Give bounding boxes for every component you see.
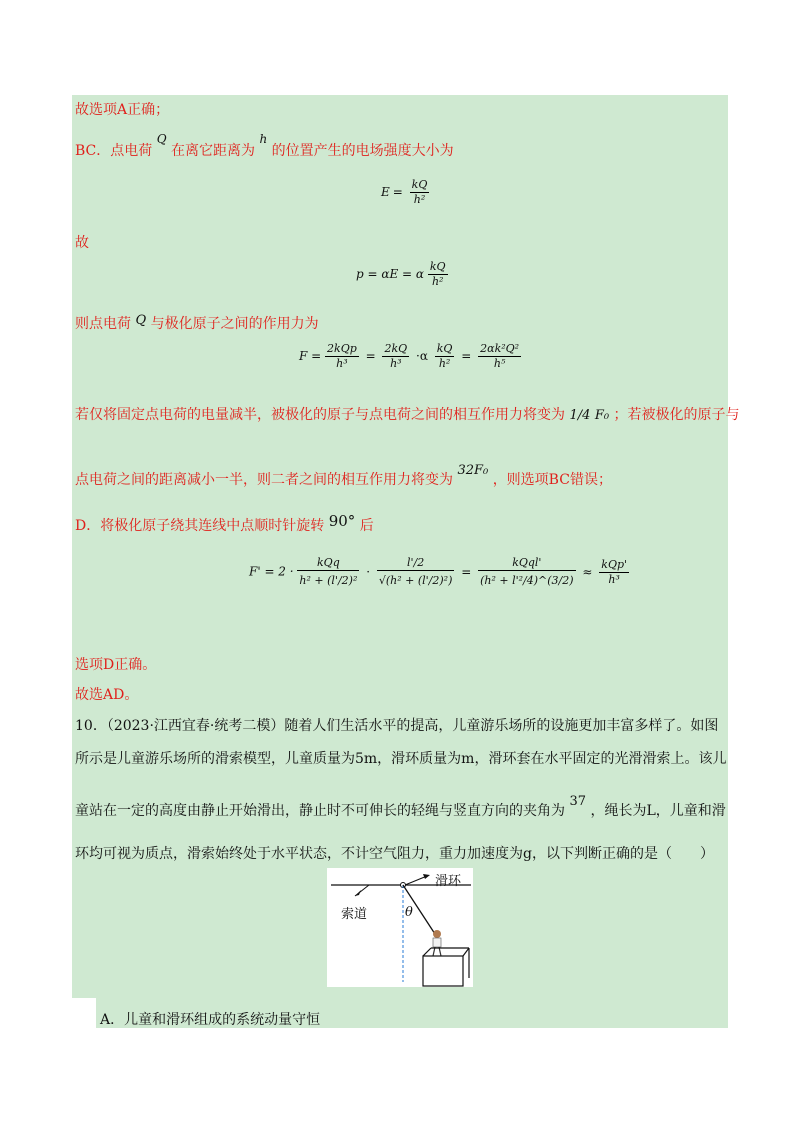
text: 若仅将固定点电荷的电量减半，被极化的原子与点电荷之间的相互作用力将变为: [75, 407, 565, 423]
fraction: $\frac{kQ}{\text{h²}}$: [411, 178, 428, 206]
text: ，绳长为L，儿童和滑: [590, 803, 726, 819]
text-line-4: [75, 313, 319, 333]
text: 则点电荷: [75, 316, 131, 332]
text: A．儿童和滑环组成的系统动量守恒: [100, 1012, 321, 1028]
text: 点电荷之间的距离减小一半，则二者之间的相互作用力将变为: [75, 472, 453, 488]
fraction: $\frac{kQ}{\text{h²}}$: [429, 260, 446, 288]
symbol-F0: F₀: [594, 408, 610, 423]
text: BC．点电荷: [75, 143, 153, 159]
p-lhs: p = αE = α: [356, 267, 425, 281]
label-ring: 滑环: [435, 874, 462, 889]
Fprime-lhs: F' = 2 ·: [249, 564, 294, 579]
text: 10．（2023·江西宜春·统考二模）随着人们生活水平的提高，儿童游乐场所的设施更加丰富多样了。如图: [75, 718, 719, 734]
text: 故: [75, 235, 89, 251]
child-body: [433, 938, 441, 947]
text: ；若被极化的原子与: [613, 407, 740, 423]
fraction-quarter: 1/4: [569, 408, 591, 423]
text: D．将极化原子绕其连线中点顺时针旋转: [75, 518, 325, 534]
text-line-6: [75, 463, 612, 489]
text-line-5: [75, 404, 740, 424]
text-line-1: [75, 99, 169, 119]
angle-90: 90°: [328, 512, 356, 530]
ring-arrow-head: [423, 874, 430, 879]
F-lhs: F =: [299, 349, 322, 363]
child-head: [433, 930, 441, 938]
text-line-8: [75, 654, 156, 674]
text: 所示是儿童游乐场所的滑索模型，儿童质量为5m，滑环质量为m，滑环套在水平固定的光滑滑索上。该儿: [75, 751, 727, 767]
text: 与极化原子之间的作用力为: [150, 316, 319, 332]
angle-37: 37: [569, 794, 586, 809]
equation-F: F = $\frac{\text{2kQp}}{\text{h³}}$ = $\frac{2kQ}{\text{h³}}$ ·α $\frac{kQ}{\text{h²}}$ = $\frac{\text{2αk²Q²}}{\text{h⁵}}$: [299, 342, 520, 370]
question-line-1: [75, 715, 718, 735]
text: 在离它距离为: [171, 143, 256, 159]
symbol-h: h: [259, 132, 268, 146]
zipline-figure: [327, 868, 473, 987]
text: 环均可视为质点，滑索始终处于水平状态，不计空气阻力，重力加速度为g，以下判断正确的是（ ）: [75, 846, 714, 862]
question-line-3: [75, 794, 726, 820]
label-track: 索道: [341, 907, 368, 922]
text-line-2: [75, 132, 454, 160]
text: ，则选项BC错误；: [492, 472, 612, 488]
equation-Fprime: F' = 2 · $\frac{\text{kQq}}{\text{h² + (l'/2)²}}$ · $\frac{l'/2}{\text{√(h² + (l'/2)²)}}$ = $\frac{\text{kQql'}}{\text{(h² + l'²/4)\textasciicircum{}(3/2)}}$ ≈ $\frac{\text{kQp'}}{\text{h³}}$: [249, 556, 628, 587]
question-line-2: [75, 748, 726, 768]
text: 童站在一定的高度由静止开始滑出，静止时不可伸长的轻绳与竖直方向的夹角为: [75, 803, 565, 819]
text: 故选AD。: [75, 687, 139, 703]
platform: [423, 956, 463, 986]
text: 的位置产生的电场强度大小为: [271, 143, 454, 159]
text: 后: [359, 518, 374, 534]
label-theta: θ: [405, 905, 413, 920]
ring-arrow: [405, 876, 427, 885]
equation-E: E = $\frac{kQ}{\text{h²}}$: [381, 178, 428, 206]
symbol-32F0: 32F₀: [457, 463, 489, 478]
symbol-E: E: [381, 185, 390, 199]
symbol-Q: Q: [156, 132, 167, 146]
option-a: [100, 1009, 320, 1029]
question-line-4: [75, 843, 714, 863]
equation-p: [356, 260, 448, 289]
text-line-7: [75, 512, 374, 535]
text-line-3: [75, 232, 89, 252]
symbol-Q: Q: [135, 313, 147, 328]
text: 故选项A正确；: [75, 102, 170, 118]
text-line-9: [75, 684, 138, 704]
text: 选项D正确。: [75, 657, 157, 673]
